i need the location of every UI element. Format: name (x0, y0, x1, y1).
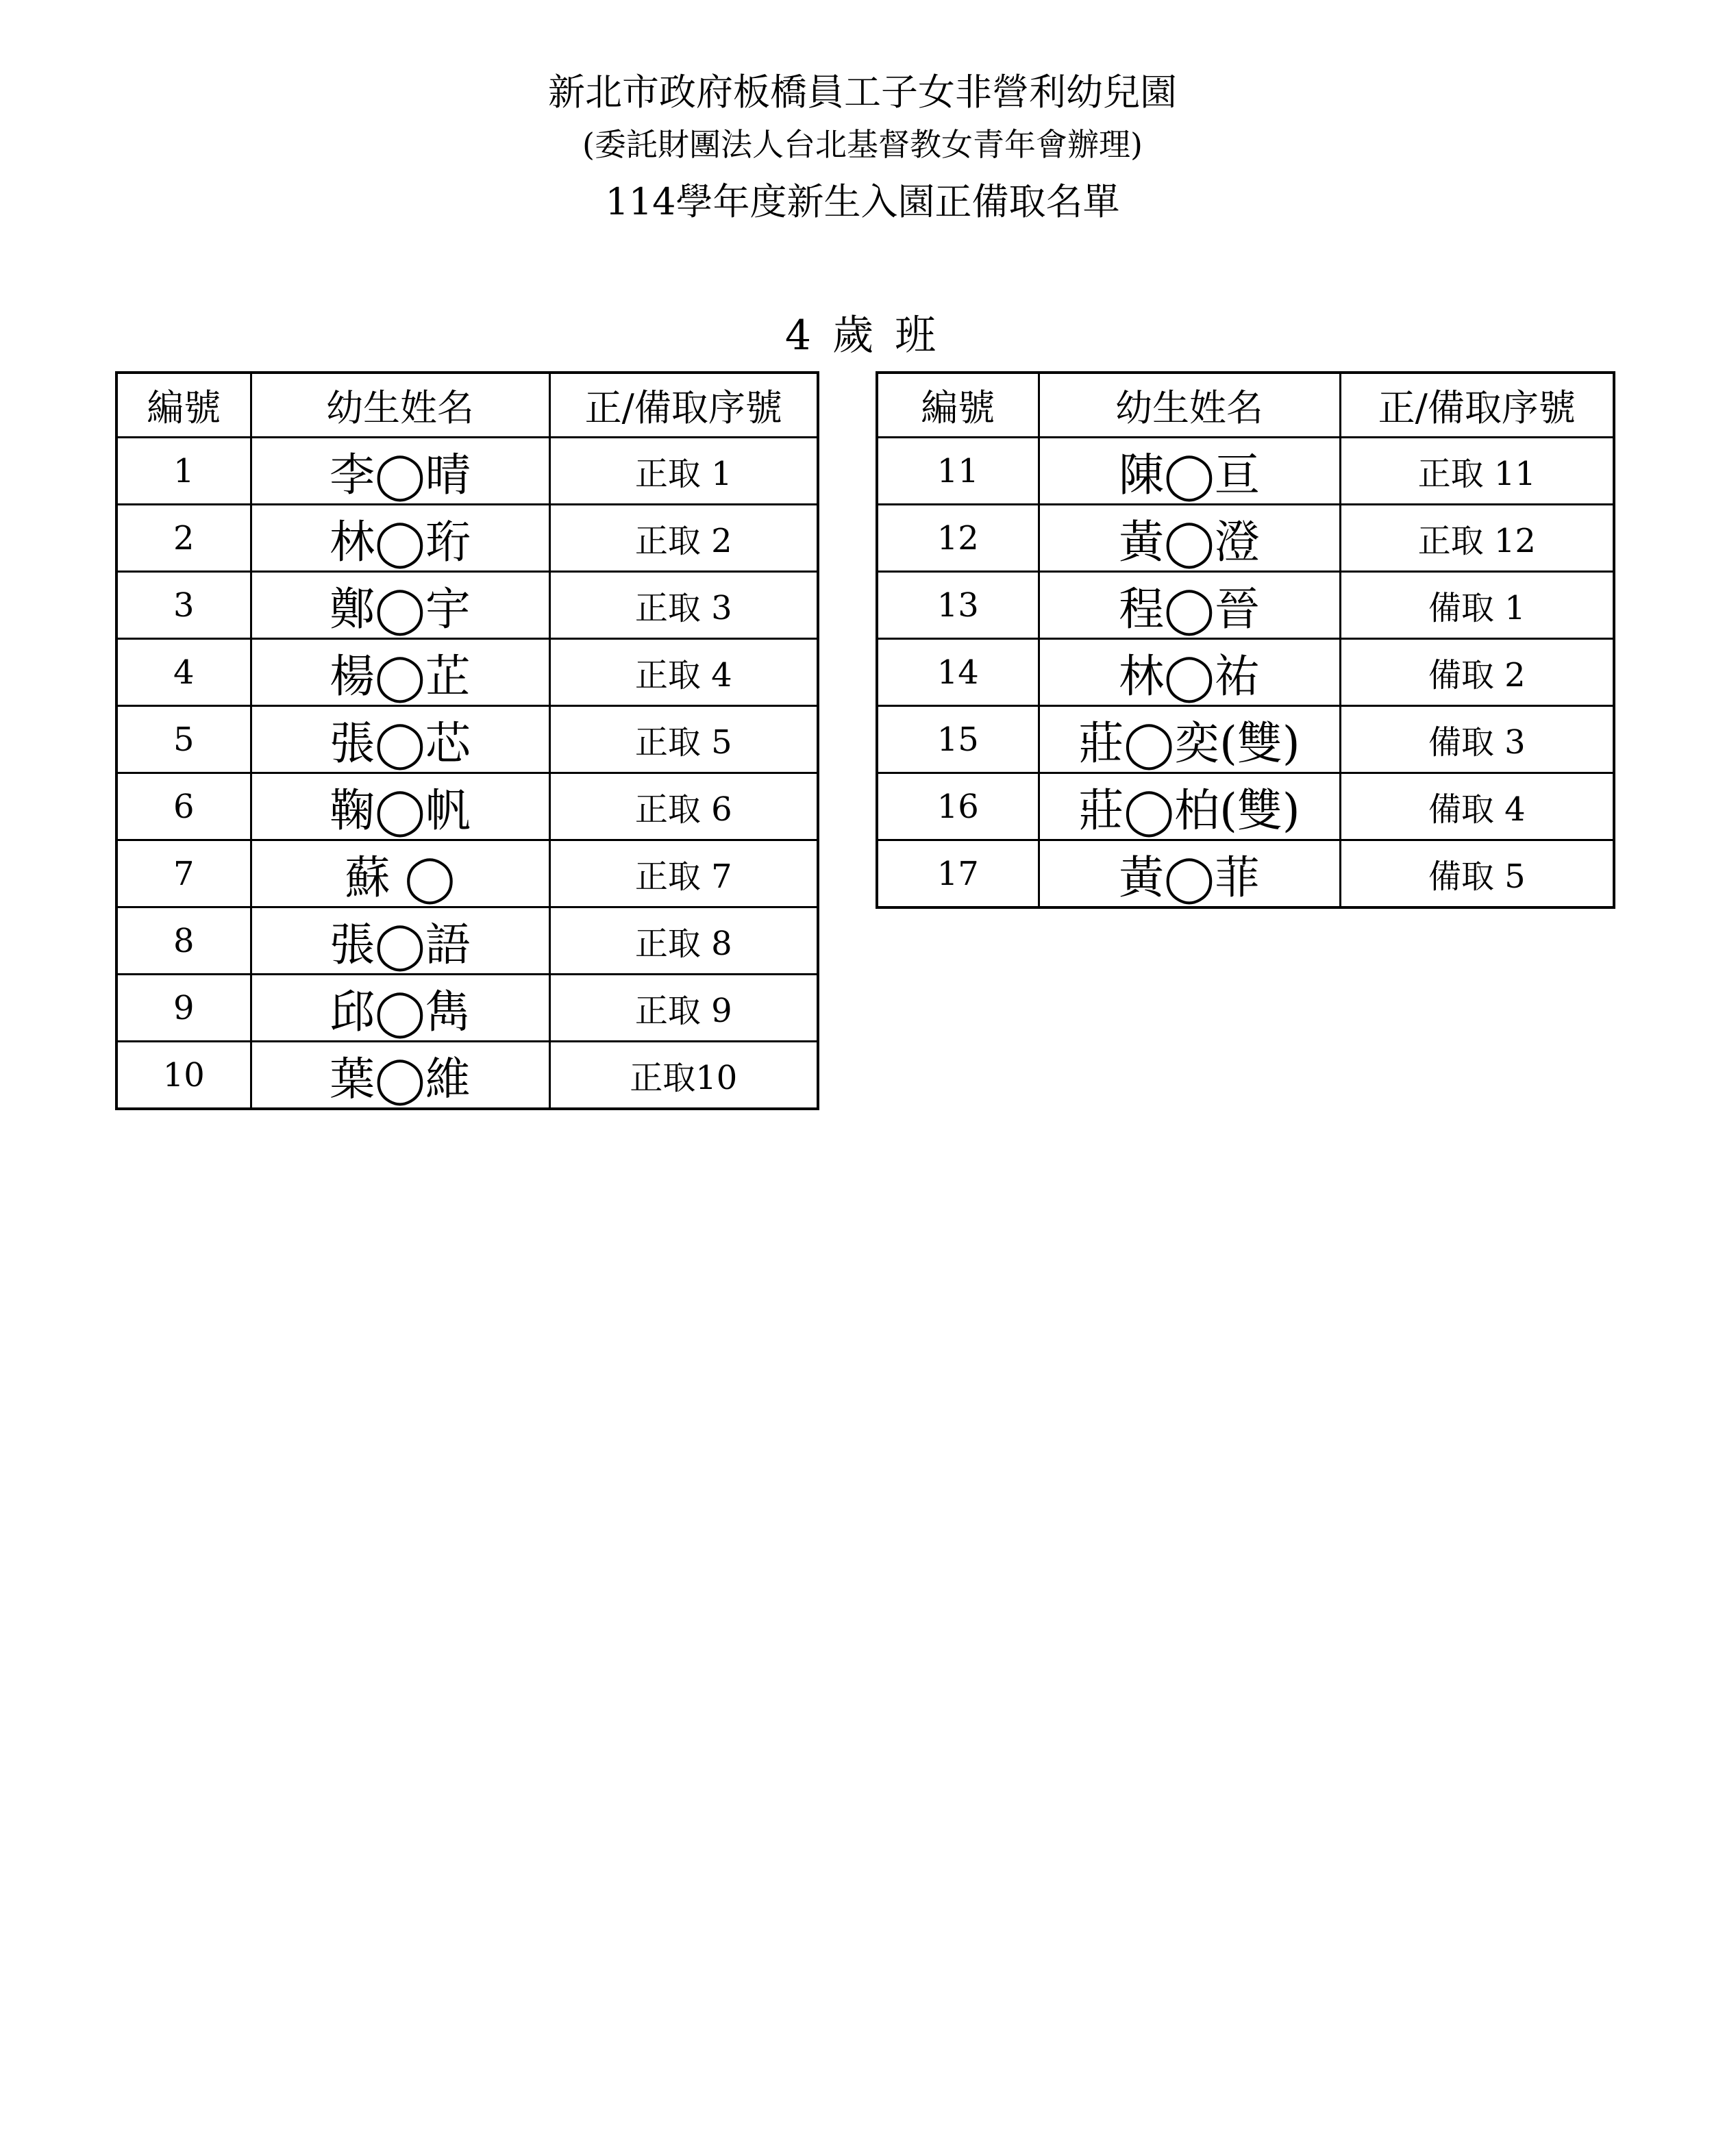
cell-rank: 正取 4 (549, 639, 818, 706)
header-title-line1: 新北市政府板橋員工子女非營利幼兒園 (548, 71, 1177, 114)
cell-name: 鞠◯帆 (251, 773, 549, 840)
cell-rank: 正取 1 (549, 438, 818, 505)
cell-name: 李◯晴 (251, 438, 549, 505)
table-row (116, 1042, 818, 1110)
table-row (877, 773, 1614, 840)
cell-number: 15 (877, 706, 1039, 773)
table-row (877, 639, 1614, 706)
column-header-name: 幼生姓名 (251, 373, 549, 438)
cell-name: 莊◯奕(雙) (1039, 706, 1340, 773)
cell-rank: 備取 4 (1340, 773, 1614, 840)
column-header-rank: 正/備取序號 (1340, 373, 1614, 438)
cell-number: 1 (116, 438, 251, 505)
cell-number: 13 (877, 572, 1039, 639)
cell-name: 楊◯芷 (251, 639, 549, 706)
header-title-line2: (委託財團法人台北基督教女青年會辦理) (582, 126, 1143, 163)
cell-rank: 備取 3 (1340, 706, 1614, 773)
cell-name: 莊◯柏(雙) (1039, 773, 1340, 840)
cell-name: 林◯珩 (251, 505, 549, 572)
cell-number: 5 (116, 706, 251, 773)
cell-number: 16 (877, 773, 1039, 840)
table-row (116, 907, 818, 975)
table-header-row (116, 373, 818, 438)
column-header-number: 編號 (877, 373, 1039, 438)
cell-number: 14 (877, 639, 1039, 706)
table-row (877, 840, 1614, 908)
cell-name: 鄭◯宇 (251, 572, 549, 639)
cell-rank: 正取 8 (549, 907, 818, 975)
cell-rank: 備取 1 (1340, 572, 1614, 639)
table-row (116, 773, 818, 840)
cell-name: 程◯晉 (1039, 572, 1340, 639)
cell-number: 2 (116, 505, 251, 572)
cell-number: 3 (116, 572, 251, 639)
column-header-rank: 正/備取序號 (549, 373, 818, 438)
cell-rank: 備取 2 (1340, 639, 1614, 706)
table-row (116, 639, 818, 706)
column-header-number: 編號 (116, 373, 251, 438)
class-title: 4 歲 班 (784, 312, 941, 360)
cell-name: 林◯祐 (1039, 639, 1340, 706)
cell-rank: 正取 3 (549, 572, 818, 639)
table-row (116, 505, 818, 572)
table-row (116, 438, 818, 505)
cell-name: 蘇 ◯ (251, 840, 549, 907)
cell-number: 10 (116, 1042, 251, 1110)
table-row (877, 572, 1614, 639)
cell-name: 黃◯菲 (1039, 840, 1340, 908)
table-row (877, 706, 1614, 773)
table-row (877, 438, 1614, 505)
cell-number: 12 (877, 505, 1039, 572)
cell-rank: 正取 9 (549, 975, 818, 1042)
header-title-line3: 114學年度新生入園正備取名單 (605, 180, 1120, 223)
table-row (877, 505, 1614, 572)
cell-rank: 正取 2 (549, 505, 818, 572)
table-row (116, 706, 818, 773)
cell-number: 17 (877, 840, 1039, 908)
roster-table-left (115, 371, 819, 1110)
column-header-name: 幼生姓名 (1039, 373, 1340, 438)
cell-name: 黃◯澄 (1039, 505, 1340, 572)
cell-name: 葉◯維 (251, 1042, 549, 1110)
cell-rank: 正取 5 (549, 706, 818, 773)
cell-number: 9 (116, 975, 251, 1042)
cell-number: 8 (116, 907, 251, 975)
table-row (116, 975, 818, 1042)
cell-rank: 正取 6 (549, 773, 818, 840)
cell-number: 6 (116, 773, 251, 840)
cell-rank: 正取10 (549, 1042, 818, 1110)
cell-name: 陳◯亘 (1039, 438, 1340, 505)
cell-name: 張◯芯 (251, 706, 549, 773)
cell-number: 11 (877, 438, 1039, 505)
table-row (116, 572, 818, 639)
table-header-row (877, 373, 1614, 438)
table-row (116, 840, 818, 907)
cell-name: 張◯語 (251, 907, 549, 975)
roster-table-right (876, 371, 1615, 909)
cell-rank: 正取 11 (1340, 438, 1614, 505)
cell-number: 7 (116, 840, 251, 907)
cell-rank: 正取 7 (549, 840, 818, 907)
cell-rank: 正取 12 (1340, 505, 1614, 572)
cell-number: 4 (116, 639, 251, 706)
cell-name: 邱◯雋 (251, 975, 549, 1042)
cell-rank: 備取 5 (1340, 840, 1614, 908)
